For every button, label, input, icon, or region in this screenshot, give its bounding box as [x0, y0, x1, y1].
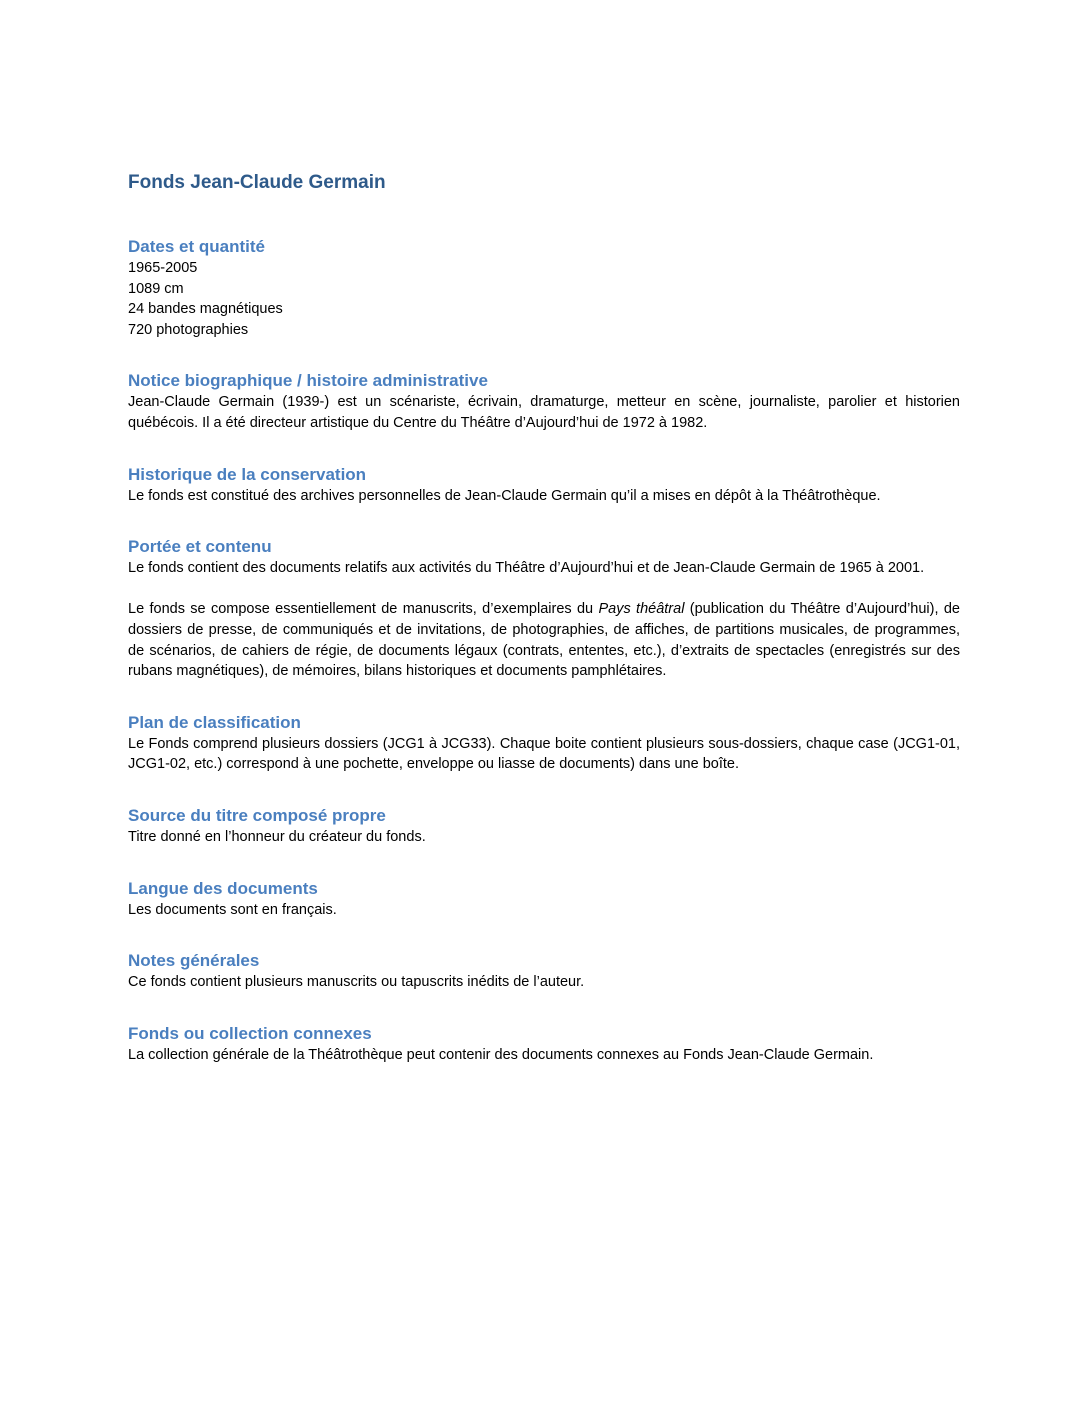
portee-text-2-start: Le fonds se compose essentiellement de manuscrits, d’exemplaires du — [128, 601, 599, 618]
section-connexes — [128, 1023, 960, 1066]
section-heading-notes: Notes générales — [128, 951, 260, 971]
section-heading-dates: Dates et quantité — [128, 237, 265, 256]
document-title: Fonds Jean-Claude Germain — [128, 172, 386, 193]
portee-text-2 — [128, 599, 960, 681]
historique-text: Le fonds est constitué des archives personnelles de Jean-Claude Germain qu’il a mises en dépôt à la Théâtrothèque. — [128, 487, 881, 504]
notes-text: Ce fonds contient plusieurs manuscrits ou tapuscrits inédits de l’auteur. — [128, 974, 585, 991]
connexes-text: La collection générale de la Théâtrothèque peut contenir des documents connexes au Fonds Jean-Claude Germain. — [128, 1046, 874, 1063]
portee-text-1: Le fonds contient des documents relatifs aux activités du Théâtre d’Aujourd’hui et de Jean-Claude Germain de 1965 à 2001. — [128, 560, 925, 577]
section-plan — [128, 712, 960, 775]
document-page — [128, 170, 960, 1095]
section-langue — [128, 878, 960, 921]
portee-text-2-end: (publication du Théâtre d’Aujourd’hui), de dossiers de presse, de communiqués et de invitations, de photographies, de affiches, de partitions musicales, de programmes, de scénarios, de cahiers de régie, de documents légaux (contrats, ententes, etc.), d’extraits de spectacles (enregistrés sur des rubans magnétiques), de mémoires, bilans historiques et documents pamphlétaires. — [128, 601, 960, 680]
extent-tapes: 24 bandes magnétiques — [128, 301, 283, 318]
section-historique — [128, 464, 960, 507]
section-heading-portee: Portée et contenu — [128, 537, 272, 557]
section-heading-source: Source du titre composé propre — [128, 805, 386, 825]
section-notes — [128, 950, 960, 993]
plan-text: Le Fonds comprend plusieurs dossiers (JCG1 à JCG33). Chaque boite contient plusieurs sous-dossiers, chaque case (JCG1-01, JCG1-02, etc.) correspond à une pochette, enveloppe ou liasse de documents) dans une boîte. — [128, 735, 960, 773]
notice-text: Jean-Claude Germain (1939-) est un scénariste, écrivain, dramaturge, metteur en scène, journaliste, parolier et historien québécois. Il a été directeur artistique du Centre du Théâtre d’Aujourd’hui de 1972 à 1982. — [128, 394, 960, 431]
section-notice — [128, 370, 960, 433]
source-text: Titre donné en l’honneur du créateur du fonds. — [128, 828, 426, 845]
section-heading-langue: Langue des documents — [128, 878, 318, 898]
date-range: 1965-2005 — [128, 260, 198, 276]
extent-cm: 1089 cm — [128, 280, 184, 297]
publication-title: Pays théâtral — [598, 601, 685, 618]
section-heading-connexes: Fonds ou collection connexes — [128, 1023, 372, 1043]
section-portee — [128, 536, 960, 682]
extent-photos: 720 photographies — [128, 321, 249, 338]
section-heading-plan: Plan de classification — [128, 712, 301, 732]
section-dates — [128, 236, 960, 340]
langue-text: Les documents sont en français. — [128, 901, 337, 918]
section-source — [128, 805, 960, 848]
section-heading-historique: Historique de la conservation — [128, 464, 367, 484]
section-heading-notice: Notice biographique / histoire administrative — [128, 371, 488, 391]
